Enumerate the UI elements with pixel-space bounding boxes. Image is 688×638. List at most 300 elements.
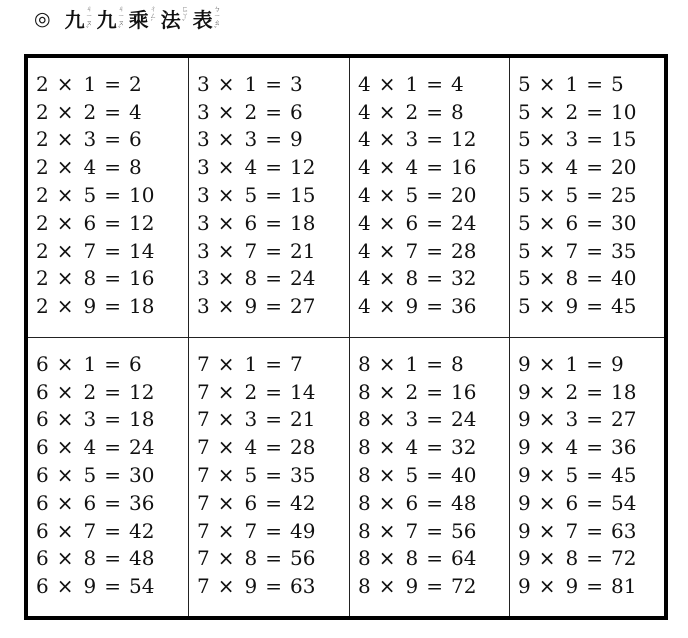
multiplier: 2	[244, 99, 258, 124]
product: 28	[451, 238, 477, 263]
equation-row	[518, 237, 664, 265]
title-char	[65, 4, 97, 34]
equation-row	[358, 209, 509, 237]
multiplier: 1	[83, 351, 97, 376]
multiplicand: 5	[518, 266, 531, 291]
multiplier: 3	[244, 127, 258, 152]
equation-row	[518, 433, 664, 461]
equation-row	[36, 181, 188, 209]
title-hanzi: 法	[160, 8, 181, 32]
equals-symbol: =	[265, 99, 282, 124]
title-hanzi: 九	[64, 8, 85, 32]
multiplicand: 2	[36, 71, 49, 96]
product: 72	[451, 574, 477, 599]
multiplier: 2	[244, 379, 258, 404]
multiplicand: 4	[358, 155, 371, 180]
equals-symbol: =	[104, 238, 121, 263]
times-symbol: ×	[56, 183, 74, 208]
multiplier: 6	[405, 490, 419, 515]
multiplier: 8	[83, 546, 97, 571]
equals-symbol: =	[586, 351, 603, 376]
times-symbol: ×	[378, 210, 396, 235]
multiplier: 5	[244, 183, 258, 208]
product: 35	[611, 238, 637, 263]
times-symbol: ×	[538, 127, 556, 152]
multiplicand: 8	[358, 546, 371, 571]
equals-symbol: =	[426, 99, 443, 124]
equation-row	[358, 181, 509, 209]
times-symbol: ×	[378, 127, 396, 152]
times-symbol: ×	[56, 99, 74, 124]
table-block-7	[189, 338, 350, 616]
equals-symbol: =	[586, 238, 603, 263]
multiplication-table	[24, 54, 668, 620]
equals-symbol: =	[265, 574, 282, 599]
multiplicand: 2	[36, 210, 49, 235]
multiplicand: 5	[518, 183, 531, 208]
multiplier: 7	[244, 238, 258, 263]
multiplicand: 5	[518, 210, 531, 235]
equation-row	[36, 572, 188, 600]
times-symbol: ×	[56, 351, 74, 376]
zhuyin-annotation: ㄅ ㄧ ㄠ ˇ	[213, 5, 221, 34]
equation-row	[36, 545, 188, 573]
equals-symbol: =	[265, 210, 282, 235]
zhuyin-annotation: ㄐ ㄧ ㄡ ˇ	[117, 5, 125, 34]
equals-symbol: =	[265, 238, 282, 263]
multiplier: 9	[83, 294, 97, 319]
multiplier: 2	[405, 99, 419, 124]
multiplier: 1	[405, 351, 419, 376]
table-block-5	[510, 58, 664, 338]
multiplier: 7	[405, 518, 419, 543]
equation-row	[518, 489, 664, 517]
equation-row	[197, 292, 349, 320]
times-symbol: ×	[378, 518, 396, 543]
product: 10	[129, 183, 155, 208]
equals-symbol: =	[586, 99, 603, 124]
times-symbol: ×	[217, 183, 235, 208]
multiplier: 8	[565, 546, 579, 571]
product: 3	[290, 71, 303, 96]
multiplicand: 8	[358, 490, 371, 515]
multiplier: 9	[244, 574, 258, 599]
equation-row	[197, 461, 349, 489]
product: 64	[451, 546, 477, 571]
title-char	[161, 4, 193, 33]
multiplicand: 5	[518, 127, 531, 152]
equation-row	[197, 489, 349, 517]
equation-row	[197, 181, 349, 209]
equals-symbol: =	[426, 294, 443, 319]
multiplier: 9	[83, 574, 97, 599]
equation-row	[36, 433, 188, 461]
product: 28	[290, 435, 316, 460]
equals-symbol: =	[426, 266, 443, 291]
multiplicand: 3	[197, 210, 210, 235]
equation-row	[36, 126, 188, 154]
equation-row	[518, 545, 664, 573]
equals-symbol: =	[265, 294, 282, 319]
multiplicand: 9	[518, 490, 531, 515]
times-symbol: ×	[56, 574, 74, 599]
equals-symbol: =	[426, 210, 443, 235]
multiplier: 2	[565, 379, 579, 404]
multiplicand: 6	[36, 435, 49, 460]
equals-symbol: =	[586, 435, 603, 460]
equals-symbol: =	[104, 71, 121, 96]
equation-row	[197, 406, 349, 434]
equals-symbol: =	[586, 379, 603, 404]
equals-symbol: =	[426, 238, 443, 263]
equals-symbol: =	[104, 99, 121, 124]
product: 27	[290, 294, 316, 319]
times-symbol: ×	[378, 574, 396, 599]
multiplicand: 9	[518, 463, 531, 488]
product: 36	[129, 490, 155, 515]
equals-symbol: =	[104, 407, 121, 432]
times-symbol: ×	[217, 435, 235, 460]
multiplier: 3	[83, 407, 97, 432]
equals-symbol: =	[265, 407, 282, 432]
title-hanzi: 九	[96, 8, 117, 32]
title-hanzi: 乘	[128, 8, 149, 32]
equation-row	[197, 572, 349, 600]
equals-symbol: =	[104, 294, 121, 319]
equals-symbol: =	[265, 463, 282, 488]
equals-symbol: =	[104, 266, 121, 291]
equals-symbol: =	[586, 574, 603, 599]
multiplier: 9	[565, 574, 579, 599]
multiplicand: 7	[197, 379, 210, 404]
multiplier: 6	[244, 210, 258, 235]
product: 42	[129, 518, 155, 543]
product: 81	[611, 574, 637, 599]
equals-symbol: =	[104, 379, 121, 404]
multiplicand: 2	[36, 238, 49, 263]
multiplier: 4	[83, 435, 97, 460]
equation-row	[197, 126, 349, 154]
product: 45	[611, 463, 637, 488]
equation-row	[36, 292, 188, 320]
multiplicand: 9	[518, 435, 531, 460]
multiplier: 9	[244, 294, 258, 319]
times-symbol: ×	[56, 518, 74, 543]
times-symbol: ×	[56, 546, 74, 571]
multiplier: 5	[405, 463, 419, 488]
equation-row	[358, 461, 509, 489]
equation-row	[197, 98, 349, 126]
equals-symbol: =	[586, 490, 603, 515]
equation-row	[358, 292, 509, 320]
multiplier: 3	[565, 407, 579, 432]
times-symbol: ×	[56, 127, 74, 152]
multiplicand: 6	[36, 379, 49, 404]
equation-row	[197, 209, 349, 237]
equation-row	[36, 461, 188, 489]
product: 30	[129, 463, 155, 488]
multiplicand: 8	[358, 518, 371, 543]
equation-row	[358, 545, 509, 573]
product: 30	[611, 210, 637, 235]
times-symbol: ×	[538, 99, 556, 124]
multiplicand: 4	[358, 127, 371, 152]
times-symbol: ×	[217, 266, 235, 291]
product: 63	[290, 574, 316, 599]
multiplicand: 4	[358, 99, 371, 124]
multiplier: 2	[405, 379, 419, 404]
multiplicand: 4	[358, 238, 371, 263]
times-symbol: ×	[538, 463, 556, 488]
equation-row	[358, 517, 509, 545]
product: 20	[611, 155, 637, 180]
multiplier: 3	[244, 407, 258, 432]
equation-row	[36, 98, 188, 126]
multiplier: 3	[405, 127, 419, 152]
equals-symbol: =	[104, 351, 121, 376]
multiplicand: 8	[358, 463, 371, 488]
times-symbol: ×	[217, 379, 235, 404]
times-symbol: ×	[378, 546, 396, 571]
equation-row	[358, 237, 509, 265]
equals-symbol: =	[104, 518, 121, 543]
multiplier: 7	[83, 518, 97, 543]
multiplier: 2	[83, 99, 97, 124]
times-symbol: ×	[56, 490, 74, 515]
equation-row	[197, 153, 349, 181]
product: 36	[451, 294, 477, 319]
equals-symbol: =	[426, 183, 443, 208]
multiplier: 9	[405, 294, 419, 319]
equals-symbol: =	[426, 71, 443, 96]
multiplicand: 5	[518, 99, 531, 124]
multiplicand: 7	[197, 490, 210, 515]
equation-row	[358, 572, 509, 600]
product: 20	[451, 183, 477, 208]
times-symbol: ×	[217, 294, 235, 319]
multiplicand: 2	[36, 294, 49, 319]
times-symbol: ×	[538, 266, 556, 291]
table-block-4	[350, 58, 510, 338]
times-symbol: ×	[538, 155, 556, 180]
multiplicand: 7	[197, 351, 210, 376]
equation-row	[197, 517, 349, 545]
equals-symbol: =	[586, 546, 603, 571]
equation-row	[518, 292, 664, 320]
times-symbol: ×	[378, 155, 396, 180]
multiplicand: 2	[36, 266, 49, 291]
multiplier: 7	[405, 238, 419, 263]
multiplicand: 8	[358, 379, 371, 404]
product: 14	[129, 238, 155, 263]
equals-symbol: =	[265, 518, 282, 543]
multiplicand: 9	[518, 574, 531, 599]
equation-row	[36, 406, 188, 434]
times-symbol: ×	[56, 407, 74, 432]
product: 24	[129, 435, 155, 460]
equals-symbol: =	[104, 210, 121, 235]
equation-row	[358, 153, 509, 181]
multiplicand: 7	[197, 407, 210, 432]
equals-symbol: =	[586, 71, 603, 96]
equation-row	[518, 572, 664, 600]
title-hanzi: 表	[192, 8, 213, 32]
equals-symbol: =	[265, 546, 282, 571]
product: 18	[290, 210, 316, 235]
equation-row	[358, 265, 509, 293]
equation-row	[518, 406, 664, 434]
title-char	[193, 4, 225, 34]
times-symbol: ×	[56, 435, 74, 460]
equals-symbol: =	[265, 155, 282, 180]
multiplicand: 7	[197, 435, 210, 460]
equation-row	[197, 237, 349, 265]
equation-row	[36, 153, 188, 181]
equals-symbol: =	[426, 351, 443, 376]
product: 35	[290, 463, 316, 488]
equals-symbol: =	[586, 210, 603, 235]
product: 7	[290, 351, 303, 376]
multiplier: 4	[244, 155, 258, 180]
multiplicand: 2	[36, 183, 49, 208]
times-symbol: ×	[217, 127, 235, 152]
equation-row	[358, 70, 509, 98]
product: 21	[290, 238, 316, 263]
multiplier: 6	[83, 210, 97, 235]
multiplier: 1	[565, 351, 579, 376]
equation-row	[197, 70, 349, 98]
product: 40	[611, 266, 637, 291]
multiplier: 4	[405, 155, 419, 180]
equation-row	[36, 237, 188, 265]
product: 21	[290, 407, 316, 432]
equation-row	[197, 378, 349, 406]
times-symbol: ×	[378, 407, 396, 432]
product: 8	[451, 351, 464, 376]
product: 14	[290, 379, 316, 404]
title-char	[129, 4, 161, 33]
table-block-9	[510, 338, 664, 616]
times-symbol: ×	[217, 490, 235, 515]
equation-row	[518, 181, 664, 209]
times-symbol: ×	[217, 463, 235, 488]
equals-symbol: =	[586, 183, 603, 208]
multiplicand: 7	[197, 546, 210, 571]
product: 49	[290, 518, 316, 543]
equation-row	[358, 126, 509, 154]
zhuyin-annotation: ㄐ ㄧ ㄡ ˇ	[85, 5, 93, 34]
equals-symbol: =	[586, 294, 603, 319]
times-symbol: ×	[217, 99, 235, 124]
equals-symbol: =	[104, 127, 121, 152]
times-symbol: ×	[538, 238, 556, 263]
equation-row	[358, 406, 509, 434]
times-symbol: ×	[217, 71, 235, 96]
product: 9	[611, 351, 624, 376]
table-block-8	[350, 338, 510, 616]
multiplicand: 7	[197, 463, 210, 488]
product: 63	[611, 518, 637, 543]
equation-row	[518, 461, 664, 489]
equals-symbol: =	[426, 155, 443, 180]
multiplier: 3	[83, 127, 97, 152]
multiplier: 6	[565, 210, 579, 235]
multiplicand: 6	[36, 351, 49, 376]
double-circle-bullet-icon: ◎	[34, 8, 51, 30]
multiplier: 5	[565, 183, 579, 208]
equals-symbol: =	[104, 183, 121, 208]
multiplicand: 9	[518, 351, 531, 376]
equals-symbol: =	[426, 463, 443, 488]
equation-row	[36, 378, 188, 406]
table-block-2	[28, 58, 189, 338]
multiplicand: 6	[36, 518, 49, 543]
times-symbol: ×	[378, 266, 396, 291]
times-symbol: ×	[378, 351, 396, 376]
multiplicand: 5	[518, 238, 531, 263]
equals-symbol: =	[426, 546, 443, 571]
multiplicand: 6	[36, 546, 49, 571]
times-symbol: ×	[378, 99, 396, 124]
multiplier: 5	[565, 463, 579, 488]
equation-row	[197, 545, 349, 573]
product: 42	[290, 490, 316, 515]
times-symbol: ×	[378, 435, 396, 460]
multiplier: 1	[83, 71, 97, 96]
page-title	[34, 6, 225, 32]
equals-symbol: =	[586, 518, 603, 543]
product: 32	[451, 435, 477, 460]
equals-symbol: =	[265, 183, 282, 208]
equation-row	[518, 98, 664, 126]
equation-row	[358, 489, 509, 517]
equation-row	[358, 98, 509, 126]
product: 24	[451, 407, 477, 432]
multiplier: 4	[405, 435, 419, 460]
equation-row	[36, 350, 188, 378]
table-block-6	[28, 338, 189, 616]
times-symbol: ×	[56, 463, 74, 488]
multiplier: 8	[244, 266, 258, 291]
multiplier: 2	[565, 99, 579, 124]
product: 16	[451, 155, 477, 180]
times-symbol: ×	[378, 490, 396, 515]
multiplier: 5	[83, 463, 97, 488]
equation-row	[358, 350, 509, 378]
times-symbol: ×	[538, 71, 556, 96]
product: 12	[451, 127, 477, 152]
equals-symbol: =	[104, 546, 121, 571]
multiplier: 5	[244, 463, 258, 488]
equation-row	[36, 489, 188, 517]
product: 6	[290, 99, 303, 124]
title-char	[97, 4, 129, 34]
multiplicand: 9	[518, 379, 531, 404]
multiplier: 8	[244, 546, 258, 571]
equation-row	[518, 153, 664, 181]
times-symbol: ×	[217, 155, 235, 180]
equation-row	[197, 433, 349, 461]
multiplicand: 3	[197, 238, 210, 263]
multiplicand: 6	[36, 574, 49, 599]
product: 16	[129, 266, 155, 291]
product: 32	[451, 266, 477, 291]
equals-symbol: =	[265, 490, 282, 515]
times-symbol: ×	[538, 294, 556, 319]
multiplier: 9	[405, 574, 419, 599]
product: 45	[611, 294, 637, 319]
equation-row	[518, 70, 664, 98]
